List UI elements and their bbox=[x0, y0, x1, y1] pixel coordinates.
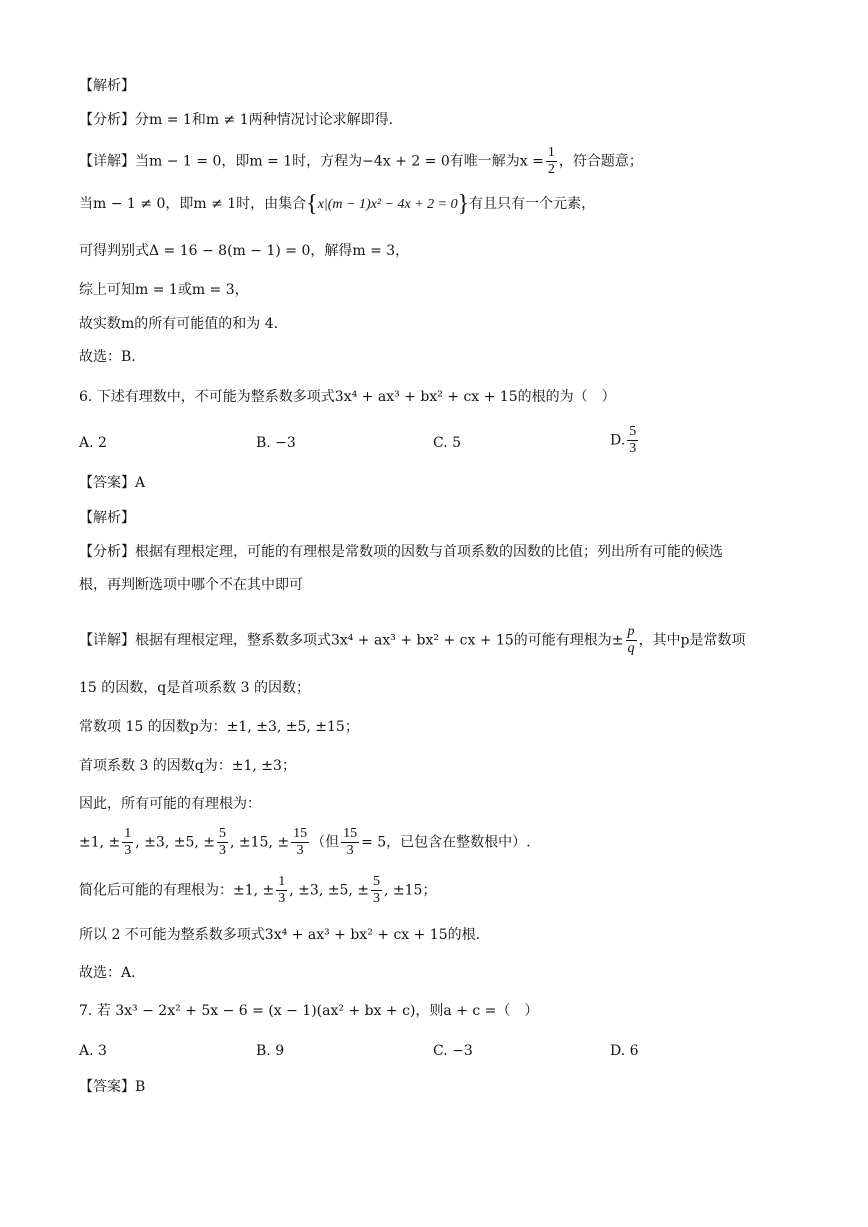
fraction-one-third: $\frac{1}{3}$ bbox=[124, 826, 132, 858]
q7-option-a: A. 3 bbox=[79, 1043, 107, 1059]
fraction-five-thirds-3: $\frac{5}{3}$ bbox=[373, 874, 380, 906]
simplified-roots-mid: , ±3, ±5, ± bbox=[289, 882, 369, 899]
roots-list-start: ±1, ± bbox=[79, 834, 121, 851]
fraction-fifteen-thirds-2: $\frac{15}{3}$ bbox=[343, 826, 358, 858]
fraction-one-third-2: $\frac{1}{3}$ bbox=[278, 874, 286, 906]
q6-option-d bbox=[610, 424, 640, 457]
detail-line-2 bbox=[79, 193, 595, 216]
roots-list-mid-2: , ±15, ± bbox=[230, 834, 290, 851]
analysis-line: 【分析】分m = 1和m ≠ 1两种情况讨论求解即得. bbox=[79, 112, 394, 128]
detail-line-2-tail: 有且只有一个元素， bbox=[469, 196, 596, 212]
set-right-brace: } bbox=[457, 191, 470, 217]
section-label-jiexi: 【解析】 bbox=[79, 78, 135, 94]
q6-detail-6 bbox=[79, 826, 531, 859]
set-left-brace: { bbox=[306, 191, 318, 217]
q6-detail-1-text: 【详解】根据有理根定理，整系数多项式3x⁴ + ax³ + bx² + cx + 15的可能有理根为± bbox=[79, 632, 624, 649]
q6-section-jiexi: 【解析】 bbox=[79, 510, 135, 526]
fraction-one-half: $\frac{1}{2}$ bbox=[547, 145, 555, 177]
detail-line-6: 故选：B. bbox=[79, 349, 136, 365]
detail-line-5: 故实数m的所有可能值的和为 4. bbox=[79, 316, 279, 332]
roots-note-close: = 5，已包含在整数根中）. bbox=[361, 834, 531, 851]
q6-detail-9: 故选：A. bbox=[79, 965, 136, 981]
q6-option-d-label: D. bbox=[610, 432, 626, 449]
detail-line-2-text: 当m − 1 ≠ 0，即m ≠ 1时，由集合 bbox=[79, 196, 307, 212]
q6-detail-4: 首项系数 3 的因数q为：±1, ±3； bbox=[79, 758, 296, 774]
q6-detail-8: 所以 2 不可能为整系数多项式3x⁴ + ax³ + bx² + cx + 15的根. bbox=[79, 927, 481, 943]
q7-answer: 【答案】B bbox=[79, 1079, 146, 1095]
q6-analysis-2: 根，再判断选项中哪个不在其中即可 bbox=[79, 577, 303, 593]
set-expression: x|(m − 1)x² − 4x + 2 = 0 bbox=[317, 197, 458, 212]
question-6-stem: 6. 下述有理数中，不可能为整系数多项式3x⁴ + ax³ + bx² + cx + 15的根的为（ ） bbox=[79, 389, 616, 405]
detail-line-1 bbox=[79, 145, 643, 178]
q6-option-a: A. 2 bbox=[79, 435, 107, 451]
q6-detail-3: 常数项 15 的因数p为：±1, ±3, ±5, ±15； bbox=[79, 719, 359, 735]
fraction-p-over-q: $\frac{p}{q}$ bbox=[627, 624, 635, 656]
q6-answer: 【答案】A bbox=[79, 475, 146, 491]
q6-option-c: C. 5 bbox=[433, 435, 462, 451]
q6-detail-1-tail: ，其中p是常数项 bbox=[638, 632, 746, 649]
detail-line-3: 可得判别式Δ = 16 − 8(m − 1) = 0，解得m = 3， bbox=[79, 243, 410, 259]
fraction-five-thirds: $\frac{5}{3}$ bbox=[629, 424, 637, 456]
detail-line-1-text: 【详解】当m − 1 = 0，即m = 1时，方程为−4x + 2 = 0有唯一解为x = bbox=[79, 153, 544, 170]
roots-note-open: （但 bbox=[311, 834, 340, 851]
simplified-roots-start: 简化后可能的有理根为：±1, ± bbox=[79, 882, 275, 899]
detail-line-4: 综上可知m = 1或m = 3， bbox=[79, 282, 249, 298]
q7-option-d: D. 6 bbox=[610, 1043, 639, 1059]
q6-option-b: B. −3 bbox=[256, 435, 296, 451]
fraction-five-thirds-2: $\frac{5}{3}$ bbox=[219, 826, 226, 858]
fraction-fifteen-thirds: $\frac{15}{3}$ bbox=[293, 826, 308, 858]
q6-detail-7 bbox=[79, 874, 436, 907]
q6-detail-2: 15 的因数，q是首项系数 3 的因数； bbox=[79, 680, 311, 696]
detail-line-1-tail: ，符合题意； bbox=[558, 153, 643, 170]
q6-detail-1 bbox=[79, 624, 746, 657]
q6-detail-5: 因此，所有可能的有理根为： bbox=[79, 796, 261, 812]
question-7-stem: 7. 若 3x³ − 2x² + 5x − 6 = (x − 1)(ax² + bx + c)，则a + c =（ ） bbox=[79, 1003, 539, 1019]
q7-option-b: B. 9 bbox=[256, 1043, 285, 1059]
simplified-roots-end: , ±15； bbox=[384, 882, 437, 899]
roots-list-mid: , ±3, ±5, ± bbox=[135, 834, 215, 851]
q6-analysis-1: 【分析】根据有理根定理，可能的有理根是常数项的因数与首项系数的因数的比值；列出所有可能的候选 bbox=[79, 544, 723, 560]
q7-option-c: C. −3 bbox=[433, 1043, 473, 1059]
